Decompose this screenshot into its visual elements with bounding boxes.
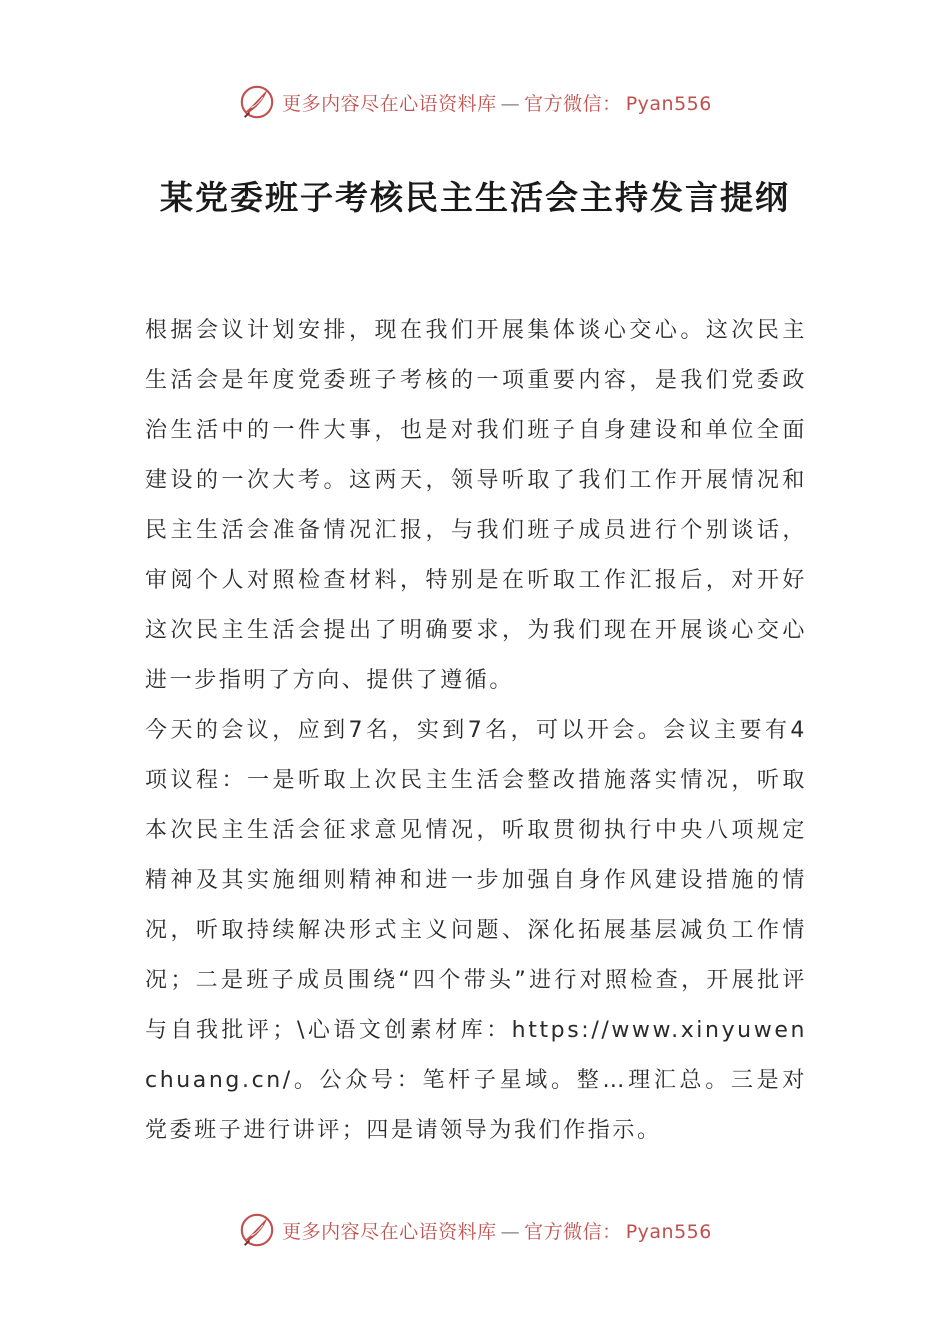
paragraph-intro: 根据会议计划安排，现在我们开展集体谈心交心。这次民主生活会是年度党委班子考核的一项重要内容，是我们党委政治生活中的一件大事，也是对我们班子自身建设和单位全面建设的一次大考。这两天，领导听取了我们工作开展情况和民主生活会准备情况汇报，与我们班子成员进行个别谈话，审阅个人对照检查材料，特别是在听取工作汇报后，对开好这次民主生活会提出了明确要求，为我们现在开展谈心交心进一步指明了方向、提供了遵循。	[145, 318, 807, 693]
watermark-text	[282, 1217, 712, 1244]
watermark-separator: —	[500, 92, 521, 115]
watermark-wechat-id: Pyan556	[625, 92, 712, 115]
document-body	[145, 306, 807, 1156]
paragraph-agenda: 今天的会议，应到7名，实到7名，可以开会。会议主要有4项议程：一是听取上次民主生活会整改措施落实情况，听取本次民主生活会征求意见情况，听取贯彻执行中央八项规定精神及其实施细则精神和进一步加强自身作风建设措施的情况，听取持续解决形式主义问题、深化拓展基层减负工作情况；二是班子成员围绕“四个带头”进行对照检查，开展批评与自我批评；\心语文创素材库：https://www.xinyuwenchuang.cn/。公众号：笔杆子星域。整…理汇总。三是对党委班子进行讲评；四是请领导为我们作指示。	[145, 718, 807, 1143]
watermark-separator: —	[500, 1220, 521, 1243]
watermark-brand: 更多内容尽在心语资料库	[282, 1220, 497, 1243]
watermark-text	[282, 89, 712, 116]
footer-watermark	[0, 1210, 950, 1250]
watermark-wechat-label: 官方微信：	[524, 1220, 622, 1243]
watermark-brand: 更多内容尽在心语资料库	[282, 92, 497, 115]
watermark-wechat-id: Pyan556	[625, 1220, 712, 1243]
document-title: 某党委班子考核民主生活会主持发言提纲	[160, 178, 790, 217]
header-watermark	[0, 82, 950, 122]
watermark-wechat-label: 官方微信：	[524, 92, 622, 115]
quill-pen-logo-icon	[238, 1211, 276, 1249]
quill-pen-logo-icon	[238, 83, 276, 121]
